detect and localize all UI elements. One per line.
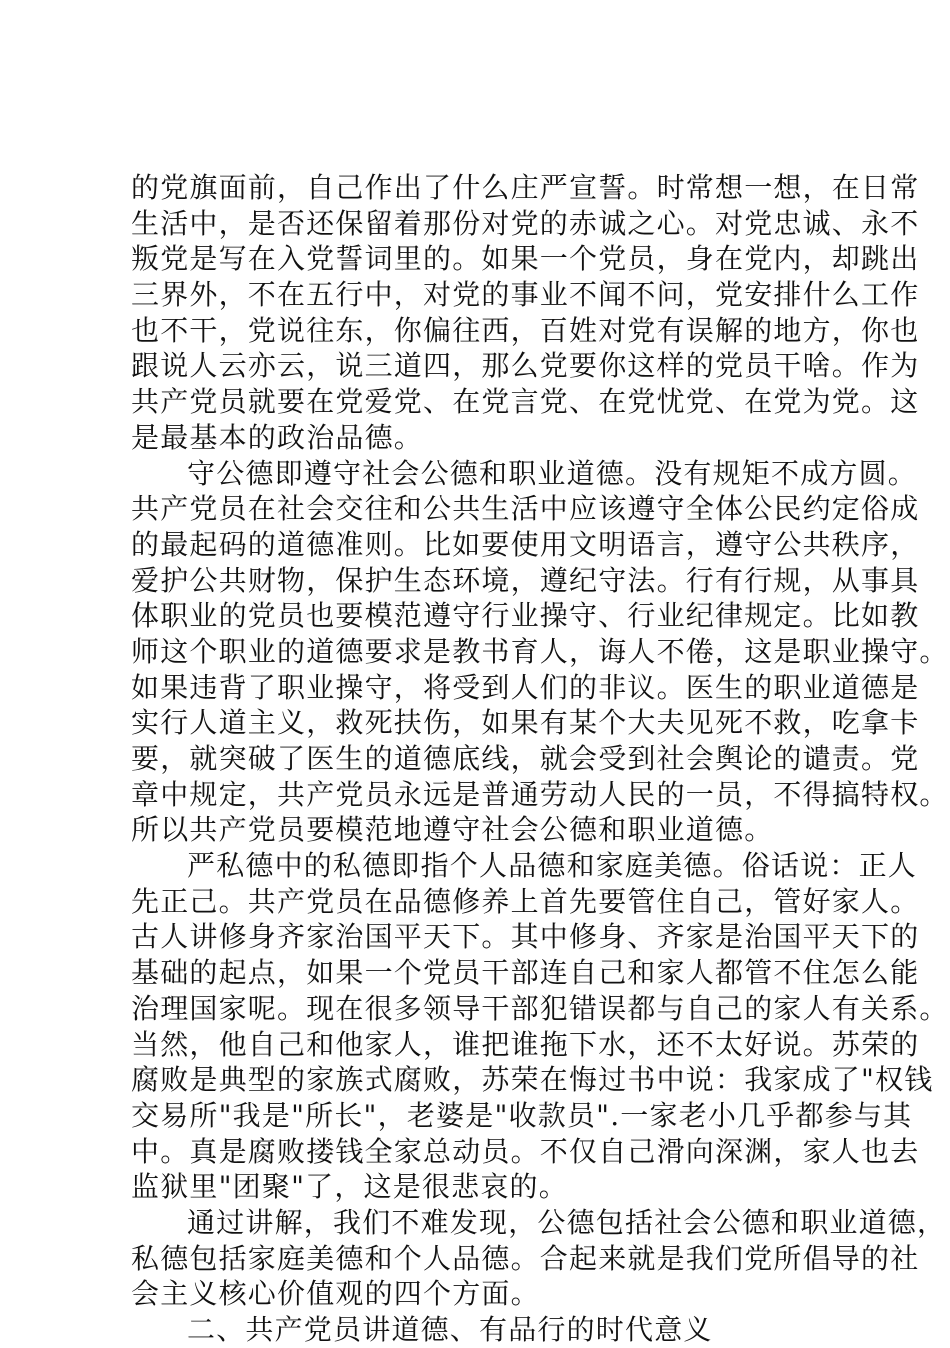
section-heading	[131, 1312, 831, 1348]
text-line: 要，就突破了医生的道德底线，就会受到社会舆论的谴责。党	[131, 742, 920, 775]
text-line: 基础的起点，如果一个党员干部连自己和家人都管不住怎么能	[131, 956, 920, 990]
text-line: 古人讲修身齐家治国平天下。其中修身、齐家是治国平天下的	[131, 920, 920, 954]
paragraph-4	[131, 1205, 947, 1312]
text-line: 严私德中的私德即指个人品德和家庭美德。俗话说：正人	[187, 849, 918, 883]
text-line: 共产党员在社会交往和公共生活中应该遵守全体公民约定俗成	[131, 492, 920, 526]
text-line: 先正己。共产党员在品德修养上首先要管住自己，管好家人。	[131, 884, 920, 918]
text-line: 会主义核心价值观的四个方面。	[131, 1277, 540, 1311]
text-line: 师这个职业的道德要求是教书育人，诲人不倦，这是职业操守。	[131, 634, 949, 668]
text-line: 是最基本的政治品德。	[131, 420, 424, 454]
text-line: 跟说人云亦云，说三道四，那么党要你这样的党员干啥。作为	[131, 349, 920, 383]
text-line: 章中规定，共产党员永远是普通劳动人民的一员，不得搞特权。	[131, 777, 949, 811]
text-line: 的最起码的道德准则。比如要使用文明语言，遵守公共秩序，	[131, 527, 920, 561]
text-line: 当然，他自己和他家人，谁把谁拖下水，还不太好说。苏荣的	[131, 1027, 920, 1061]
text-line: 三界外，不在五行中，对党的事业不闻不问，党安排什么工作	[131, 278, 920, 312]
text-line: 守公德即遵守社会公德和职业道德。没有规矩不成方圆。	[187, 456, 918, 490]
text-line: 如果违背了职业操守，将受到人们的非议。医生的职业道德是	[131, 670, 920, 704]
section-heading-text: 二、共产党员讲道德、有品行的时代意义	[187, 1313, 713, 1346]
text-line: 私德包括家庭美德和个人品德。合起来就是我们党所倡导的社	[131, 1241, 920, 1275]
text-line: 爱护公共财物，保护生态环境，遵纪守法。行有行规，从事具	[131, 563, 920, 597]
text-line: 中。真是腐败搂钱全家总动员。不仅自己滑向深渊，家人也去	[131, 1134, 920, 1168]
text-line: 也不干，党说往东，你偏往西，百姓对党有误解的地方，你也	[131, 313, 920, 347]
paragraph-1	[131, 170, 920, 456]
text-line: 生活中，是否还保留着那份对党的赤诚之心。对党忠诚、永不	[131, 206, 920, 240]
text-line: 的党旗面前，自己作出了什么庄严宣誓。时常想一想，在日常	[131, 171, 920, 204]
text-line: 交易所"我是"所长"，老婆是"收款员".一家老小几乎都参与其	[131, 1098, 913, 1132]
text-line: 监狱里"团聚"了，这是很悲哀的。	[131, 1170, 568, 1204]
text-line: 通过讲解，我们不难发现，公德包括社会公德和职业道德，	[187, 1205, 947, 1239]
paragraph-3	[131, 848, 949, 1205]
paragraph-2	[131, 456, 949, 849]
text-line: 所以共产党员要模范地遵守社会公德和职业道德。	[131, 813, 774, 847]
body-text	[131, 170, 949, 1348]
text-line: 叛党是写在入党誓词里的。如果一个党员，身在党内，却跳出	[131, 242, 920, 276]
text-line: 治理国家呢。现在很多领导干部犯错误都与自己的家人有关系。	[131, 991, 949, 1025]
text-line: 腐败是典型的家族式腐败，苏荣在悔过书中说：我家成了"权钱	[131, 1063, 934, 1097]
text-line: 共产党员就要在党爱党、在党言党、在党忧党、在党为党。这	[131, 385, 920, 419]
text-line: 体职业的党员也要模范遵守行业操守、行业纪律规定。比如教	[131, 599, 920, 633]
text-line: 实行人道主义，救死扶伤，如果有某个大夫见死不救，吃拿卡	[131, 706, 920, 740]
